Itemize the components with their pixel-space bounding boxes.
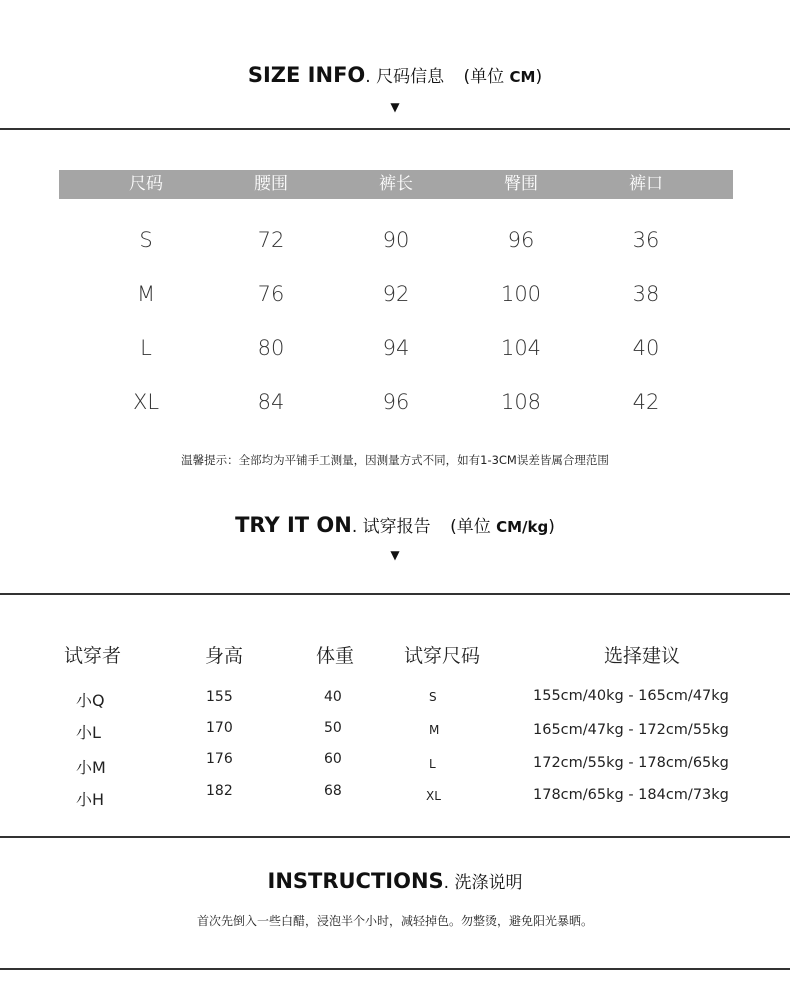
size-cell: 42 [632, 390, 660, 414]
instructions-title-zh: 洗涤说明 [454, 873, 523, 893]
try-cell: 182 [206, 783, 233, 799]
instructions-title-dot: . [443, 873, 450, 893]
instructions-heading [0, 868, 790, 893]
try-cell: 176 [206, 751, 233, 767]
table-row [59, 228, 733, 258]
divider [0, 593, 790, 595]
size-col-header: 裤口 [629, 174, 663, 194]
size-cell: 108 [500, 390, 542, 414]
instructions-title-en: INSTRUCTIONS [267, 869, 444, 893]
try-cell: 170 [206, 720, 233, 736]
size-cell: 84 [257, 390, 285, 414]
size-cell: 80 [257, 336, 285, 360]
try-cell: L [429, 757, 436, 771]
size-cell: 96 [382, 390, 410, 414]
table-row [59, 282, 733, 312]
try-cell: M [429, 723, 440, 737]
table-row [59, 390, 733, 420]
size-cell: 94 [382, 336, 410, 360]
size-info-title-zh: 尺码信息 [376, 67, 445, 87]
size-cell: 100 [500, 282, 542, 306]
try-on-title-zh: 试穿报告 [362, 517, 431, 537]
try-on-unit [450, 517, 555, 537]
size-info-unit-value: CM [509, 68, 536, 86]
try-on-arrow-icon: ▼ [390, 548, 400, 562]
try-on-heading [0, 512, 790, 537]
size-cell: M [136, 282, 156, 306]
size-info-unit [464, 67, 543, 87]
try-cell: 178cm/65kg - 184cm/73kg [533, 787, 729, 803]
try-cell: 小L [76, 723, 101, 742]
size-cell: 92 [382, 282, 410, 306]
measurement-note: 温馨提示：全部均为平铺手工测量，因测量方式不同，如有1-3CM误差皆属合理范围 [181, 453, 609, 467]
size-cell: S [139, 228, 153, 252]
size-info-unit-suffix: ) [535, 67, 543, 87]
try-on-unit-value: CM/kg [496, 518, 549, 536]
size-cell: 72 [257, 228, 285, 252]
size-info-title-dot: . [365, 67, 371, 87]
try-cell: 50 [324, 720, 342, 736]
try-on-unit-suffix: ) [548, 517, 555, 537]
size-info-title-en: SIZE INFO [247, 63, 366, 87]
size-cell: 40 [632, 336, 660, 360]
size-info-arrow-icon: ▼ [390, 100, 400, 114]
try-cell: 165cm/47kg - 172cm/55kg [533, 722, 729, 738]
try-col-header: 试穿尺码 [404, 645, 481, 667]
try-cell: 小M [76, 758, 106, 777]
divider [0, 968, 790, 970]
try-col-header: 选择建议 [604, 645, 681, 667]
instructions-text: 首次先倒入一些白醋，浸泡半个小时，减轻掉色。勿整烫，避免阳光暴晒。 [196, 914, 593, 928]
size-col-header: 裤长 [379, 174, 413, 194]
try-cell: 172cm/55kg - 178cm/65kg [533, 755, 729, 771]
try-cell: 60 [324, 751, 342, 767]
try-cell: 68 [324, 783, 342, 799]
size-info-heading [0, 62, 790, 87]
size-cell: 38 [632, 282, 660, 306]
size-col-header: 腰围 [254, 174, 288, 194]
try-cell: 155 [206, 689, 233, 705]
size-col-header: 臀围 [504, 174, 538, 194]
size-cell: XL [132, 390, 160, 414]
size-info-unit-prefix: (单位 [463, 67, 505, 87]
try-col-header: 体重 [316, 645, 355, 667]
size-cell: 96 [507, 228, 535, 252]
try-on-title-dot: . [351, 517, 358, 537]
try-cell: 155cm/40kg - 165cm/47kg [533, 688, 729, 704]
size-cell: 76 [257, 282, 285, 306]
divider [0, 128, 790, 130]
size-col-header: 尺码 [129, 174, 163, 194]
try-cell: 小Q [76, 691, 105, 710]
size-table-header [59, 170, 733, 199]
try-cell: S [429, 690, 437, 704]
divider [0, 836, 790, 838]
size-cell: L [140, 336, 152, 360]
size-cell: 36 [632, 228, 660, 252]
try-cell: 40 [324, 689, 342, 705]
try-col-header: 试穿者 [64, 645, 122, 667]
try-on-unit-prefix: (单位 [450, 517, 491, 537]
try-on-title-en: TRY IT ON [235, 513, 352, 537]
try-cell: 小H [76, 790, 105, 809]
try-cell: XL [426, 789, 441, 803]
try-col-header: 身高 [205, 645, 244, 667]
size-cell: 90 [382, 228, 410, 252]
size-cell: 104 [500, 336, 542, 360]
table-row [59, 336, 733, 366]
